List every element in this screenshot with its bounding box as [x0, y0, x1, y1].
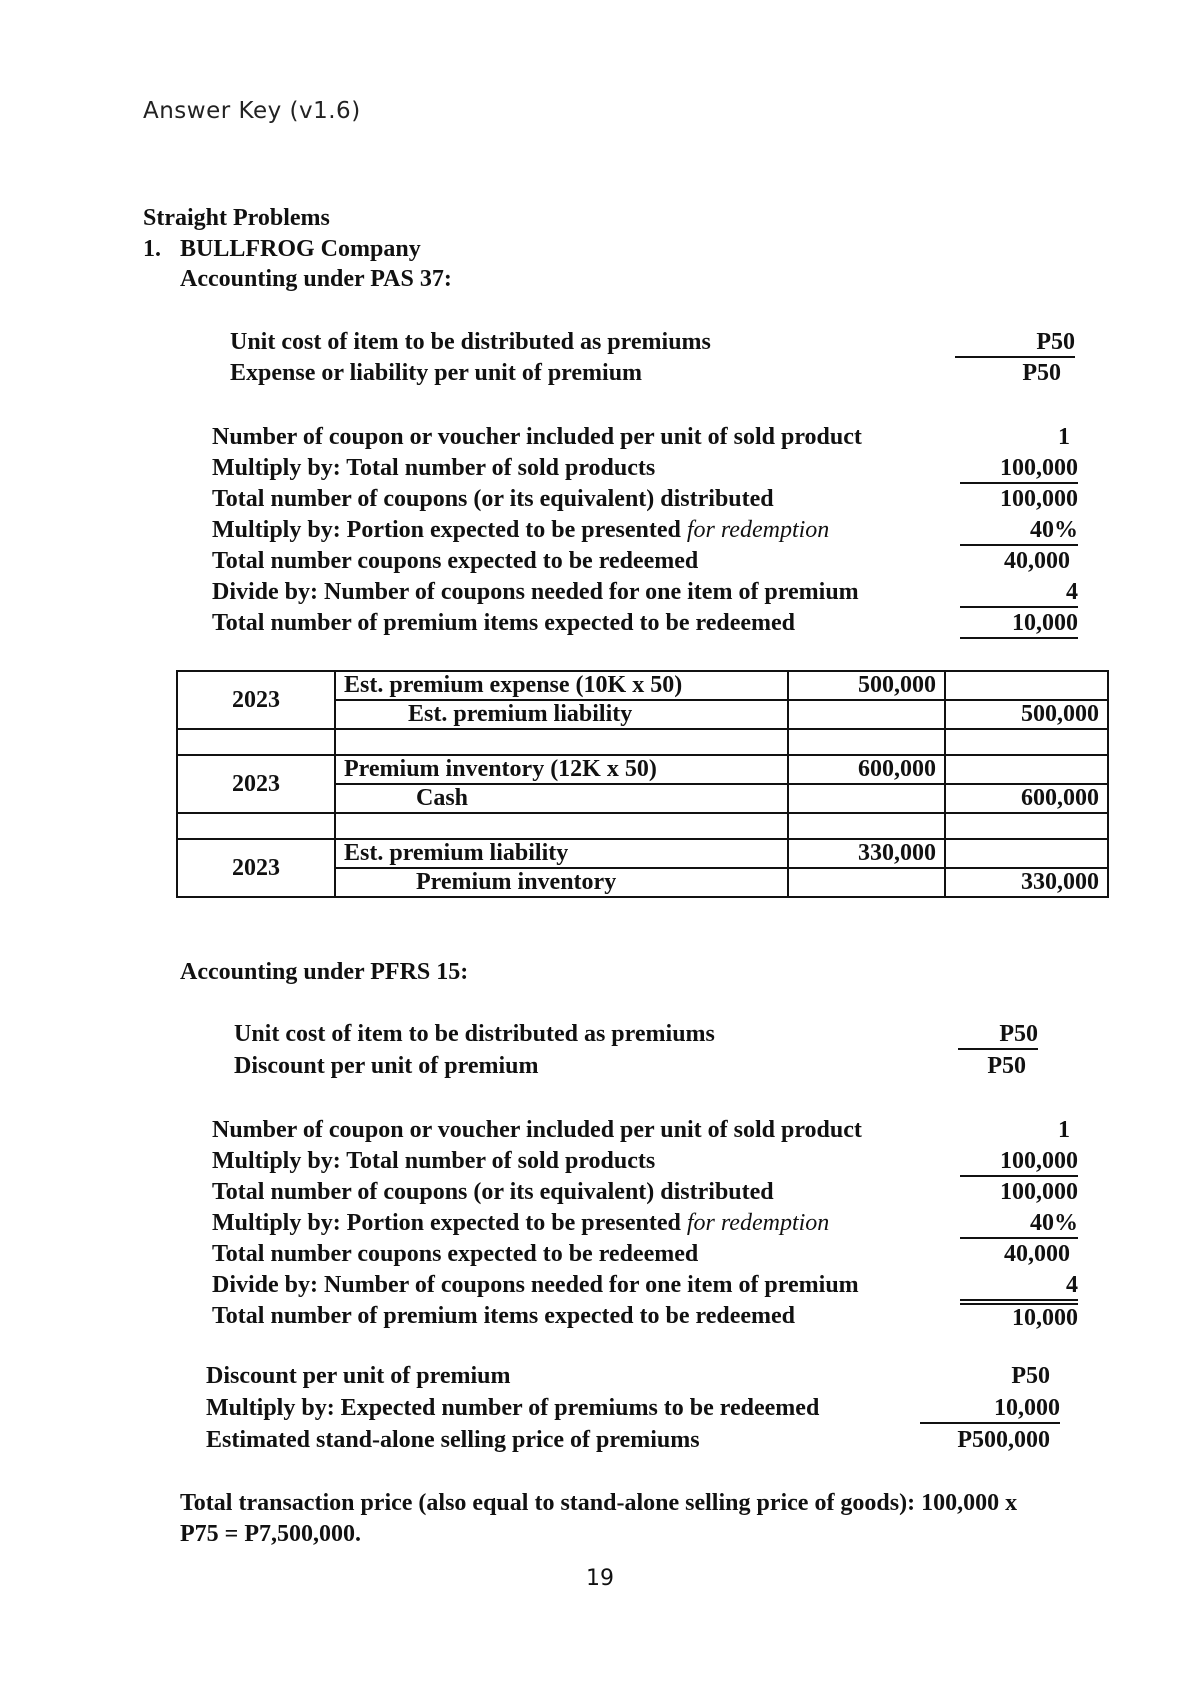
journal-row — [177, 839, 1108, 868]
total-transaction-line-2: P75 = P7,500,000. — [180, 1521, 361, 1547]
pas37-calc-label-2: Multiply by: Total number of sold products — [212, 455, 656, 481]
pas37-calc-value-2: 100,000 — [960, 455, 1078, 484]
pas37-calc-label-5: Total number coupons expected to be redeemed — [212, 548, 699, 574]
je-credit-account: Est. premium liability — [335, 700, 788, 729]
journal-row — [177, 755, 1108, 784]
problem-number: 1. — [143, 236, 161, 262]
pfrs15-ssp-value-3: P500,000 — [957, 1427, 1050, 1453]
je-debit-amount-empty — [788, 868, 945, 897]
pas37-expense-value: P50 — [1022, 360, 1061, 386]
pas37-calc-label-7: Total number of premium items expected to be redeemed — [212, 610, 796, 636]
pfrs15-calc-label-7: Total number of premium items expected to be redeemed — [212, 1303, 796, 1329]
pfrs15-ssp-value-2: 10,000 — [920, 1395, 1060, 1424]
je-debit-amount-empty — [788, 784, 945, 813]
pfrs15-unit-cost-value: P50 — [958, 1021, 1038, 1050]
je-credit-amount-empty — [945, 671, 1108, 700]
je-credit-account: Premium inventory — [335, 868, 788, 897]
section-title: Straight Problems — [143, 205, 330, 231]
je-credit-amount-empty — [945, 755, 1108, 784]
pfrs15-heading: Accounting under PFRS 15: — [180, 959, 469, 985]
problem-title: BULLFROG Company — [180, 236, 421, 262]
pas37-calc-label-4 — [212, 517, 829, 544]
pas37-unit-cost-value: P50 — [955, 329, 1075, 358]
pas37-calc-value-1: 1 — [1058, 424, 1070, 450]
pfrs15-calc-label-6: Divide by: Number of coupons needed for one item of premium — [212, 1272, 859, 1298]
je-credit-amount: 330,000 — [945, 868, 1108, 897]
pfrs15-calc-value-4: 40% — [960, 1210, 1078, 1239]
je-debit-account: Est. premium liability — [335, 839, 788, 868]
pas37-heading: Accounting under PAS 37: — [180, 266, 452, 292]
je-year: 2023 — [177, 671, 335, 729]
pas37-calc-value-6: 4 — [960, 579, 1078, 608]
pfrs15-calc-label-2: Multiply by: Total number of sold products — [212, 1148, 656, 1174]
page-number: 19 — [586, 1566, 614, 1591]
pfrs15-unit-cost-label: Unit cost of item to be distributed as premiums — [234, 1021, 715, 1047]
pfrs15-calc-label-4-text: Multiply by: Portion expected to be presented — [212, 1210, 681, 1236]
pas37-calc-value-4: 40% — [960, 517, 1078, 546]
pas37-calc-value-5: 40,000 — [1004, 548, 1070, 574]
pfrs15-calc-value-5: 40,000 — [1004, 1241, 1070, 1267]
pfrs15-calc-label-1: Number of coupon or voucher included per unit of sold product — [212, 1117, 862, 1143]
pas37-calc-label-6: Divide by: Number of coupons needed for one item of premium — [212, 579, 859, 605]
pas37-calc-label-1: Number of coupon or voucher included per unit of sold product — [212, 424, 862, 450]
pfrs15-ssp-value-1: P50 — [1011, 1363, 1050, 1389]
pfrs15-calc-value-2: 100,000 — [960, 1148, 1078, 1177]
journal-row — [177, 671, 1108, 700]
je-debit-amount: 330,000 — [788, 839, 945, 868]
pfrs15-calc-label-4 — [212, 1210, 829, 1237]
pas37-calc-label-4-text: Multiply by: Portion expected to be presented — [212, 517, 681, 543]
pfrs15-calc-value-6: 4 — [960, 1272, 1078, 1301]
pfrs15-discount-value: P50 — [987, 1053, 1026, 1079]
je-year: 2023 — [177, 755, 335, 813]
pfrs15-calc-label-5: Total number coupons expected to be redeemed — [212, 1241, 699, 1267]
je-debit-amount-empty — [788, 700, 945, 729]
pas37-calc-label-4-italic: for redemption — [686, 517, 830, 543]
je-credit-amount: 600,000 — [945, 784, 1108, 813]
pas37-unit-cost-label: Unit cost of item to be distributed as premiums — [230, 329, 711, 355]
journal-spacer-row — [177, 813, 1108, 839]
journal-entries-table — [176, 670, 1109, 898]
je-debit-account: Premium inventory (12K x 50) — [335, 755, 788, 784]
pfrs15-discount-label: Discount per unit of premium — [234, 1053, 539, 1079]
pas37-calc-label-3: Total number of coupons (or its equivalent) distributed — [212, 486, 774, 512]
journal-spacer-row — [177, 729, 1108, 755]
pfrs15-calc-label-4-italic: for redemption — [686, 1210, 830, 1236]
pas37-calc-value-3: 100,000 — [1000, 486, 1078, 512]
je-year: 2023 — [177, 839, 335, 897]
je-debit-amount: 500,000 — [788, 671, 945, 700]
pas37-expense-label: Expense or liability per unit of premium — [230, 360, 643, 386]
pfrs15-ssp-label-2: Multiply by: Expected number of premiums to be redeemed — [206, 1395, 820, 1421]
je-debit-amount: 600,000 — [788, 755, 945, 784]
pfrs15-ssp-label-1: Discount per unit of premium — [206, 1363, 511, 1389]
je-debit-account: Est. premium expense (10K x 50) — [335, 671, 788, 700]
answer-key-header: Answer Key (v1.6) — [143, 98, 361, 124]
je-credit-account: Cash — [335, 784, 788, 813]
pfrs15-ssp-label-3: Estimated stand-alone selling price of premiums — [206, 1427, 700, 1453]
je-credit-amount: 500,000 — [945, 700, 1108, 729]
je-credit-amount-empty — [945, 839, 1108, 868]
pfrs15-calc-label-3: Total number of coupons (or its equivalent) distributed — [212, 1179, 774, 1205]
pas37-calc-value-7: 10,000 — [960, 610, 1078, 639]
pfrs15-calc-value-3: 100,000 — [1000, 1179, 1078, 1205]
pfrs15-calc-value-1: 1 — [1058, 1117, 1070, 1143]
pfrs15-calc-value-7: 10,000 — [960, 1303, 1078, 1332]
total-transaction-line-1: Total transaction price (also equal to stand-alone selling price of goods): 100,000 x — [180, 1490, 1018, 1516]
